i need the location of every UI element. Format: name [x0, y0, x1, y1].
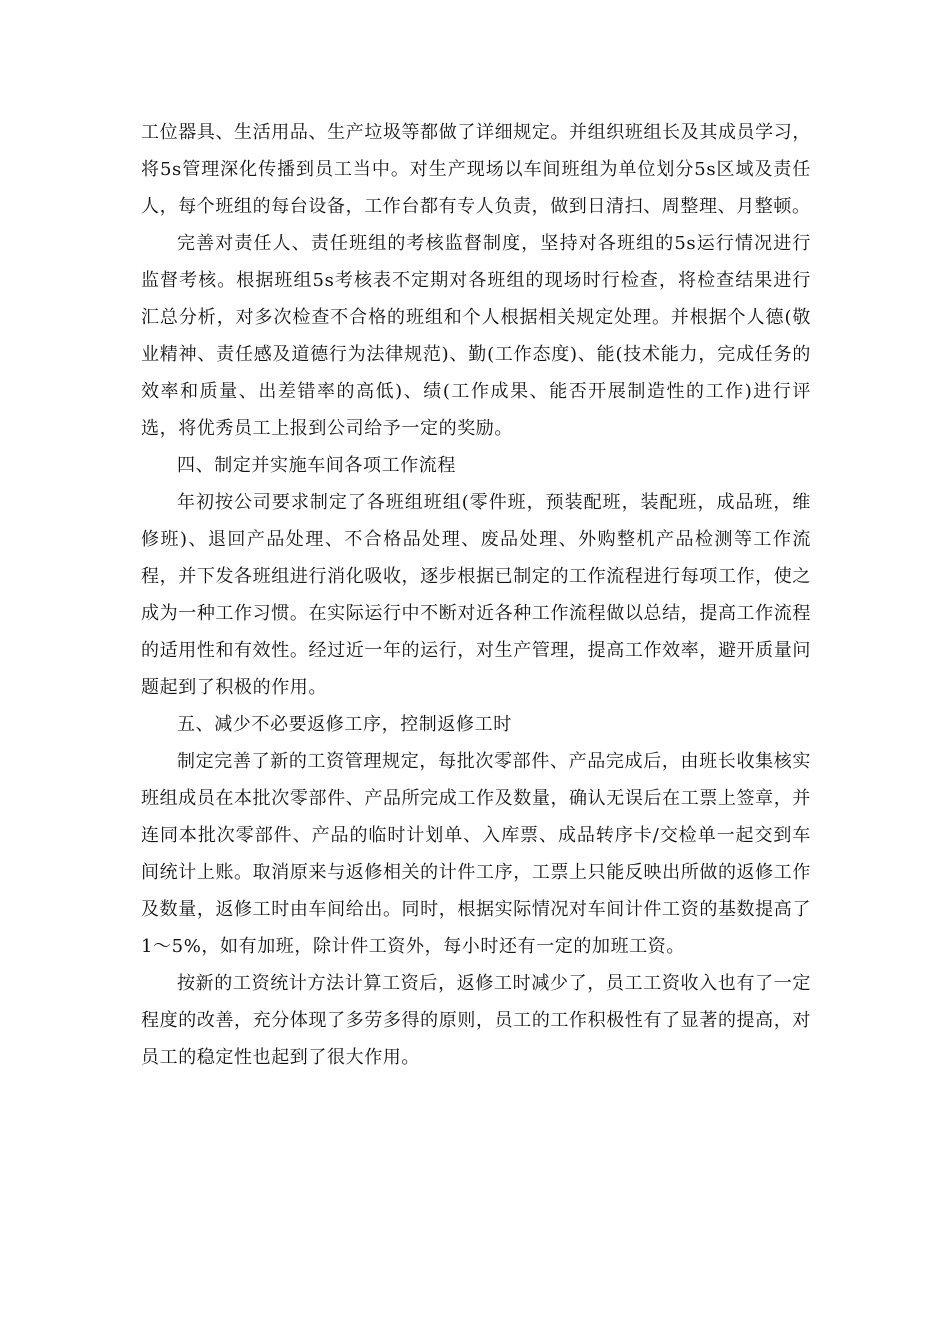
- paragraph-4: 制定完善了新的工资管理规定，每批次零部件、产品完成后，由班长收集核实班组成员在本批次零部件、产品所完成工作及数量，确认无误后在工票上签章，并连同本批次零部件、产品的临时计划单、入库票、成品转序卡/交检单一起交到车间统计上账。取消原来与返修相关的计件工序，工票上只能反映出所做的返修工作及数量，返修工时由车间给出。同时，根据实际情况对车间计件工资的基数提高了1～5%，如有加班，除计件工资外，每小时还有一定的加班工资。: [141, 751, 811, 957]
- paragraph-5: 按新的工资统计方法计算工资后，返修工时减少了，员工工资收入也有了一定程度的改善，充分体现了多劳多得的原则，员工的工作积极性有了显著的提高，对员工的稳定性也起到了很大作用。: [141, 973, 811, 1068]
- document-body: [141, 114, 811, 1076]
- paragraph-1: 工位器具、生活用品、生产垃圾等都做了详细规定。并组织班组长及其成员学习，将5s管理深化传播到员工当中。对生产现场以车间班组为单位划分5s区域及责任人，每个班组的每台设备，工作台都有专人负责，做到日清扫、周整理、月整顿。: [141, 122, 811, 217]
- section-heading-5: 五、减少不必要返修工序，控制返修工时: [177, 714, 512, 735]
- paragraph-2: 完善对责任人、责任班组的考核监督制度，坚持对各班组的5s运行情况进行监督考核。根据班组5s考核表不定期对各班组的现场时行检查，将检查结果进行汇总分析，对多次检查不合格的班组和个人根据相关规定处理。并根据个人德(敬业精神、责任感及道德行为法律规范)、勤(工作态度)、能(技术能力，完成任务的效率和质量、出差错率的高低)、绩(工作成果、能否开展制造性的工作)进行评选，将优秀员工上报到公司给予一定的奖励。: [141, 233, 811, 439]
- paragraph-3: 年初按公司要求制定了各班组班组(零件班，预装配班，装配班，成品班，维修班)、退回产品处理、不合格品处理、废品处理、外购整机产品检测等工作流程，并下发各班组进行消化吸收，逐步根据已制定的工作流程进行每项工作，使之成为一种工作习惯。在实际运行中不断对近各种工作流程做以总结，提高工作流程的适用性和有效性。经过近一年的运行，对生产管理，提高工作效率，避开质量问题起到了积极的作用。: [141, 492, 811, 698]
- section-heading-4: 四、制定并实施车间各项工作流程: [177, 455, 456, 476]
